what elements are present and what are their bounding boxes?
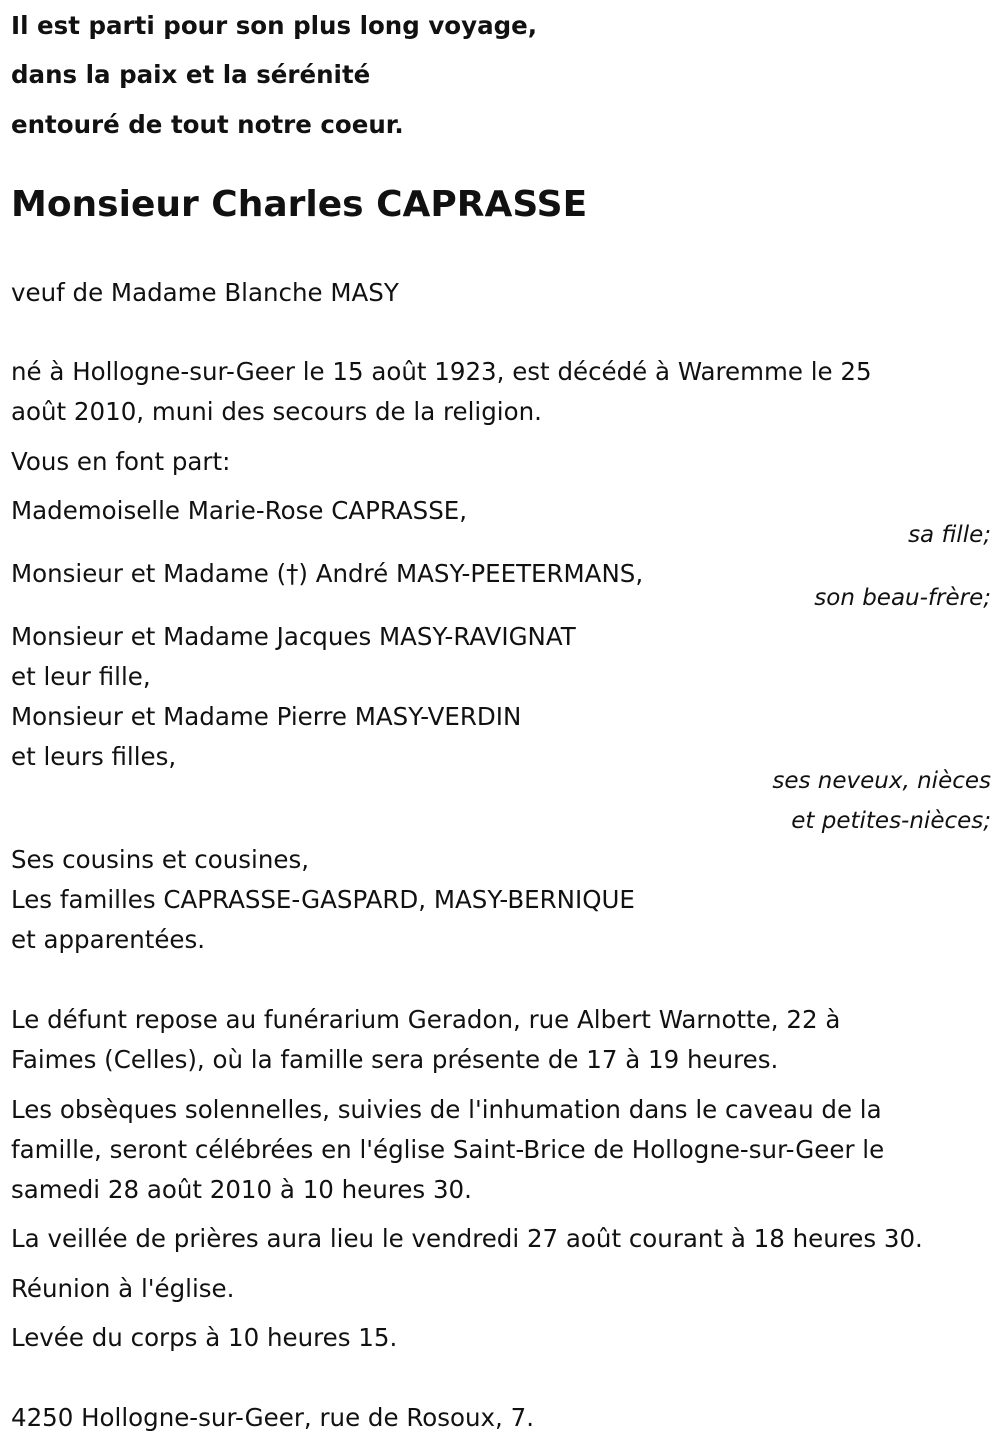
nephew-line-2: et leur fille,: [11, 662, 151, 691]
deceased-name: Monsieur Charles CAPRASSE: [11, 184, 588, 225]
daughter-name: Mademoiselle Marie-Rose CAPRASSE,: [11, 496, 468, 525]
meeting: Réunion à l'église.: [11, 1274, 235, 1303]
poem-line-2: dans la paix et la sérénité: [11, 60, 371, 89]
nephews-relation-line-1: ses neveux, nièces: [772, 768, 991, 794]
brother-in-law-name: Monsieur et Madame (†) André MASY-PEETERMANS,: [11, 559, 644, 588]
brother-in-law-relation: son beau-frère;: [814, 585, 991, 611]
birth-death-line-1: né à Hollogne-sur-Geer le 15 août 1923, est décédé à Waremme le 25: [11, 357, 872, 386]
removal: Levée du corps à 10 heures 15.: [11, 1323, 398, 1352]
poem-line-3: entouré de tout notre coeur.: [11, 110, 404, 139]
funeral-line-3: samedi 28 août 2010 à 10 heures 30.: [11, 1175, 472, 1204]
widower-of: veuf de Madame Blanche MASY: [11, 278, 399, 307]
funeral-line-2: famille, seront célébrées en l'église Saint-Brice de Hollogne-sur-Geer le: [11, 1135, 885, 1164]
funeral-line-1: Les obsèques solennelles, suivies de l'inhumation dans le caveau de la: [11, 1095, 882, 1124]
others-line-3: et apparentées.: [11, 925, 206, 954]
repose-line-2: Faimes (Celles), où la famille sera présente de 17 à 19 heures.: [11, 1045, 779, 1074]
repose-line-1: Le défunt repose au funérarium Geradon, rue Albert Warnotte, 22 à: [11, 1005, 841, 1034]
others-line-2: Les familles CAPRASSE-GASPARD, MASY-BERNIQUE: [11, 885, 635, 914]
address: 4250 Hollogne-sur-Geer, rue de Rosoux, 7.: [11, 1403, 534, 1432]
birth-death-line-2: août 2010, muni des secours de la religion.: [11, 397, 542, 426]
nephew-line-1: Monsieur et Madame Jacques MASY-RAVIGNAT: [11, 622, 576, 651]
vigil: La veillée de prières aura lieu le vendredi 27 août courant à 18 heures 30.: [11, 1224, 923, 1253]
announcement: Vous en font part:: [11, 447, 231, 476]
nephew-line-3: Monsieur et Madame Pierre MASY-VERDIN: [11, 702, 522, 731]
nephews-relation-line-2: et petites-nièces;: [791, 808, 991, 834]
nephew-line-4: et leurs filles,: [11, 742, 177, 771]
others-line-1: Ses cousins et cousines,: [11, 845, 309, 874]
daughter-relation: sa fille;: [908, 522, 991, 548]
poem-line-1: Il est parti pour son plus long voyage,: [11, 11, 538, 40]
